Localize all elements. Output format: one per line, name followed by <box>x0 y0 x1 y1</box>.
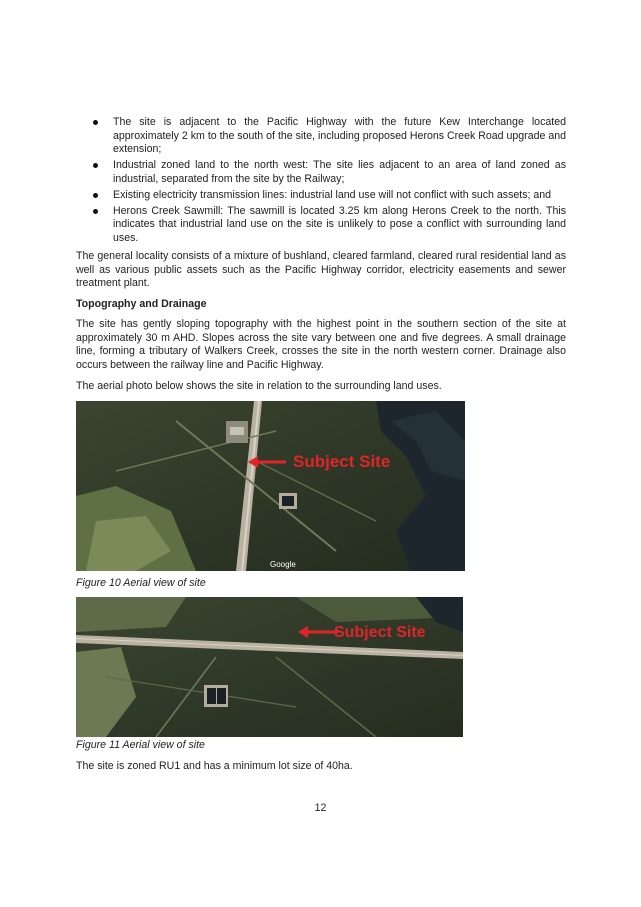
page-number: 12 <box>314 802 327 814</box>
constraints-bullet-list <box>76 116 566 248</box>
figure-10-caption: Figure 10 Aerial view of site <box>76 577 206 589</box>
bullet-icon <box>93 193 98 198</box>
aerial-photo-1-image <box>76 401 465 571</box>
subject-site-label-1: Subject Site <box>293 452 391 471</box>
bullet-text: Industrial zoned land to the north west: The site lies adjacent to an area of land zoned as industrial, separated from the site by the Railway; <box>113 159 566 185</box>
bullet-text: Existing electricity transmission lines: industrial land use will not conflict with such assets; and <box>113 188 552 201</box>
figure-11-caption: Figure 11 Aerial view of site <box>76 739 205 751</box>
topography-heading: Topography and Drainage <box>76 298 207 310</box>
aerial-photo-2 <box>76 597 463 737</box>
bullet-item <box>76 189 566 203</box>
bullet-item <box>76 159 566 186</box>
bullet-icon <box>93 209 98 214</box>
bullet-item <box>76 116 566 157</box>
bullet-item <box>76 205 566 246</box>
bullet-text: The site is adjacent to the Pacific Highway with the future Kew Interchange located approximately 2 km to the south of the site, including proposed Herons Creek Road upgrade and extension; <box>113 116 566 156</box>
aerial-intro-paragraph: The aerial photo below shows the site in relation to the surrounding land uses. <box>76 380 442 392</box>
google-watermark: Google <box>270 560 296 569</box>
bullet-text: Herons Creek Sawmill: The sawmill is located 3.25 km along Herons Creek to the north. This indicates that industrial land use on the site is unlikely to pose a conflict with surrounding land uses. <box>113 204 566 244</box>
topography-paragraph: The site has gently sloping topography with the highest point in the southern section of the site at approximately 30 m AHD. Slopes across the site vary between one and five degrees. A small drainage line, forming a tributary of Walkers Creek, crosses the site in the north western corner. Drainage also occurs between the railway line and Pacific Highway. <box>76 318 566 371</box>
aerial-photo-1 <box>76 401 465 571</box>
zoning-paragraph: The site is zoned RU1 and has a minimum lot size of 40ha. <box>76 760 353 772</box>
aerial-photo-2-image <box>76 597 463 737</box>
subject-site-label-2: Subject Site <box>334 624 426 641</box>
bullet-icon <box>93 163 98 168</box>
locality-paragraph: The general locality consists of a mixture of bushland, cleared farmland, cleared rural residential land as well as various public assets such as the Pacific Highway corridor, electricity easements and sewer treatment plant. <box>76 250 566 290</box>
bullet-icon <box>93 120 98 125</box>
